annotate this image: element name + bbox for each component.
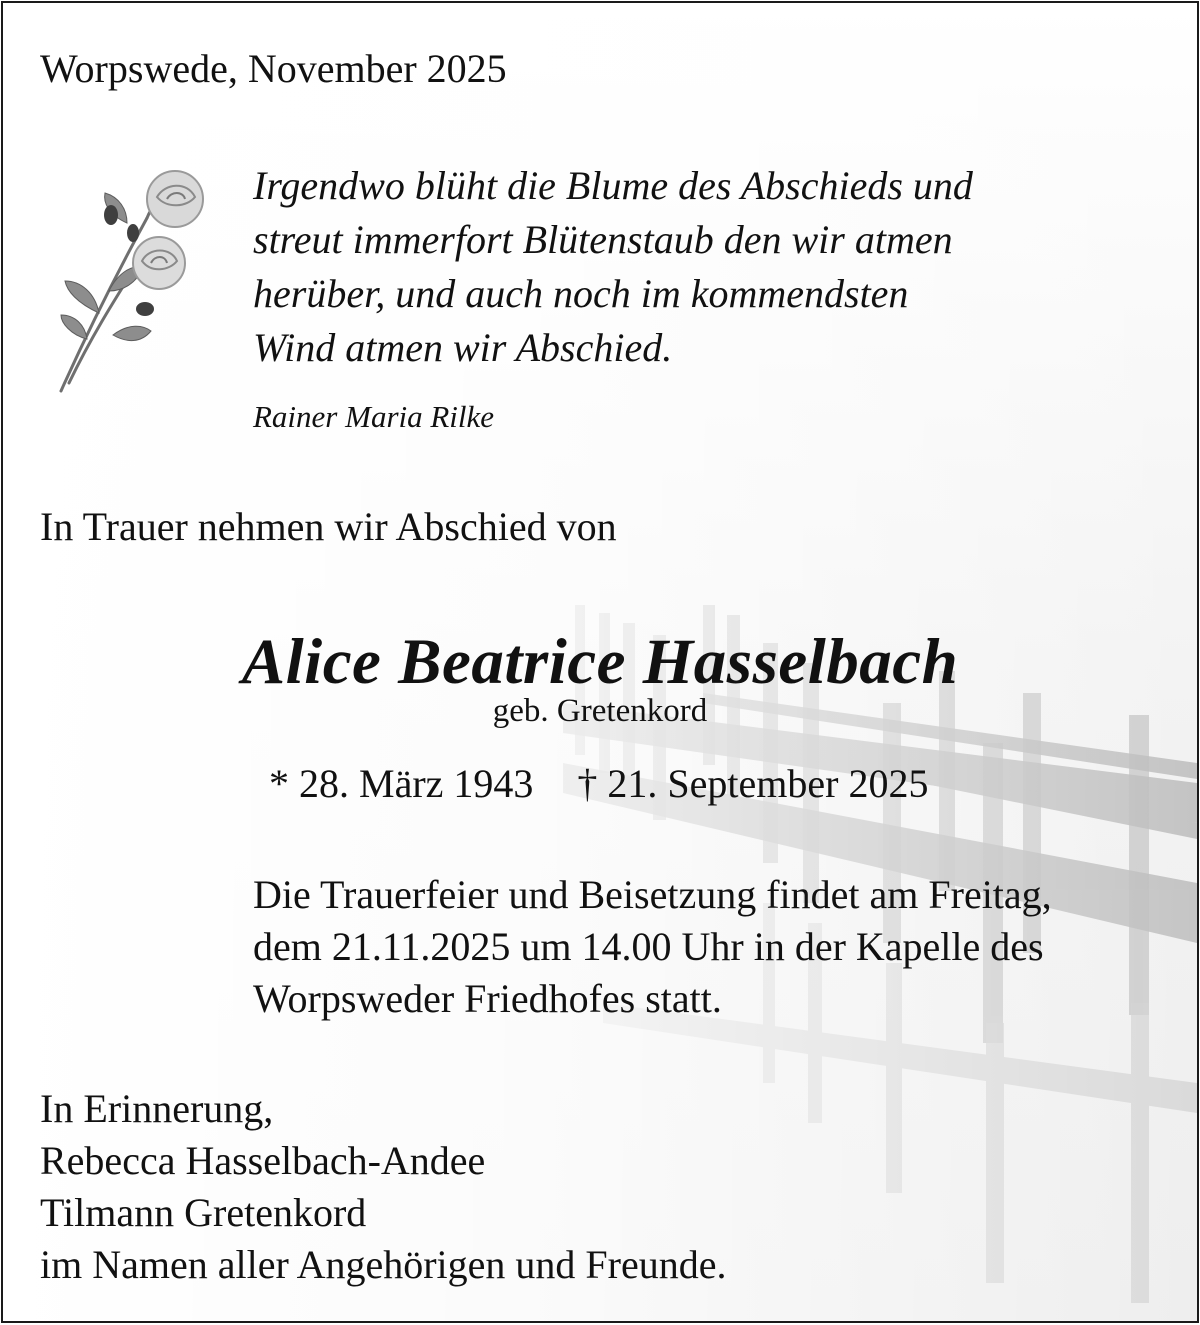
life-dates [269, 760, 928, 807]
death-date: † 21. September 2025 [577, 761, 929, 806]
mourner-name: Rebecca Hasselbach-Andee [40, 1138, 486, 1183]
ceremony-info [253, 869, 1052, 1025]
ceremony-line: Die Trauerfeier und Beisetzung findet am Freitag, [253, 872, 1052, 917]
ceremony-line: Worpsweder Friedhofes statt. [253, 976, 722, 1021]
deceased-name: Alice Beatrice Hasselbach [241, 626, 959, 698]
mourner-name: Tilmann Gretenkord [40, 1190, 367, 1235]
place-date: Worpswede, November 2025 [40, 46, 507, 91]
quote-author: Rainer Maria Rilke [253, 399, 495, 434]
rose-icon [47, 163, 222, 403]
quote-line: streut immerfort Blütenstaub den wir atmen [253, 217, 953, 262]
quote-line: herüber, und auch noch im kommendsten [253, 271, 909, 316]
closing-line: im Namen aller Angehörigen und Freunde. [40, 1242, 727, 1287]
birth-name: geb. Gretenkord [492, 693, 708, 729]
closing-signature [40, 1083, 726, 1291]
rilke-quote [253, 159, 973, 375]
ceremony-line: dem 21.11.2025 um 14.00 Uhr in der Kapelle des [253, 924, 1044, 969]
quote-line: Irgendwo blüht die Blume des Abschieds und [253, 163, 973, 208]
obituary-notice [1, 1, 1199, 1323]
closing-line: In Erinnerung, [40, 1086, 274, 1131]
mourning-intro: In Trauer nehmen wir Abschied von [40, 504, 617, 549]
quote-line: Wind atmen wir Abschied. [253, 325, 673, 370]
birth-date: * 28. März 1943 [269, 761, 534, 806]
